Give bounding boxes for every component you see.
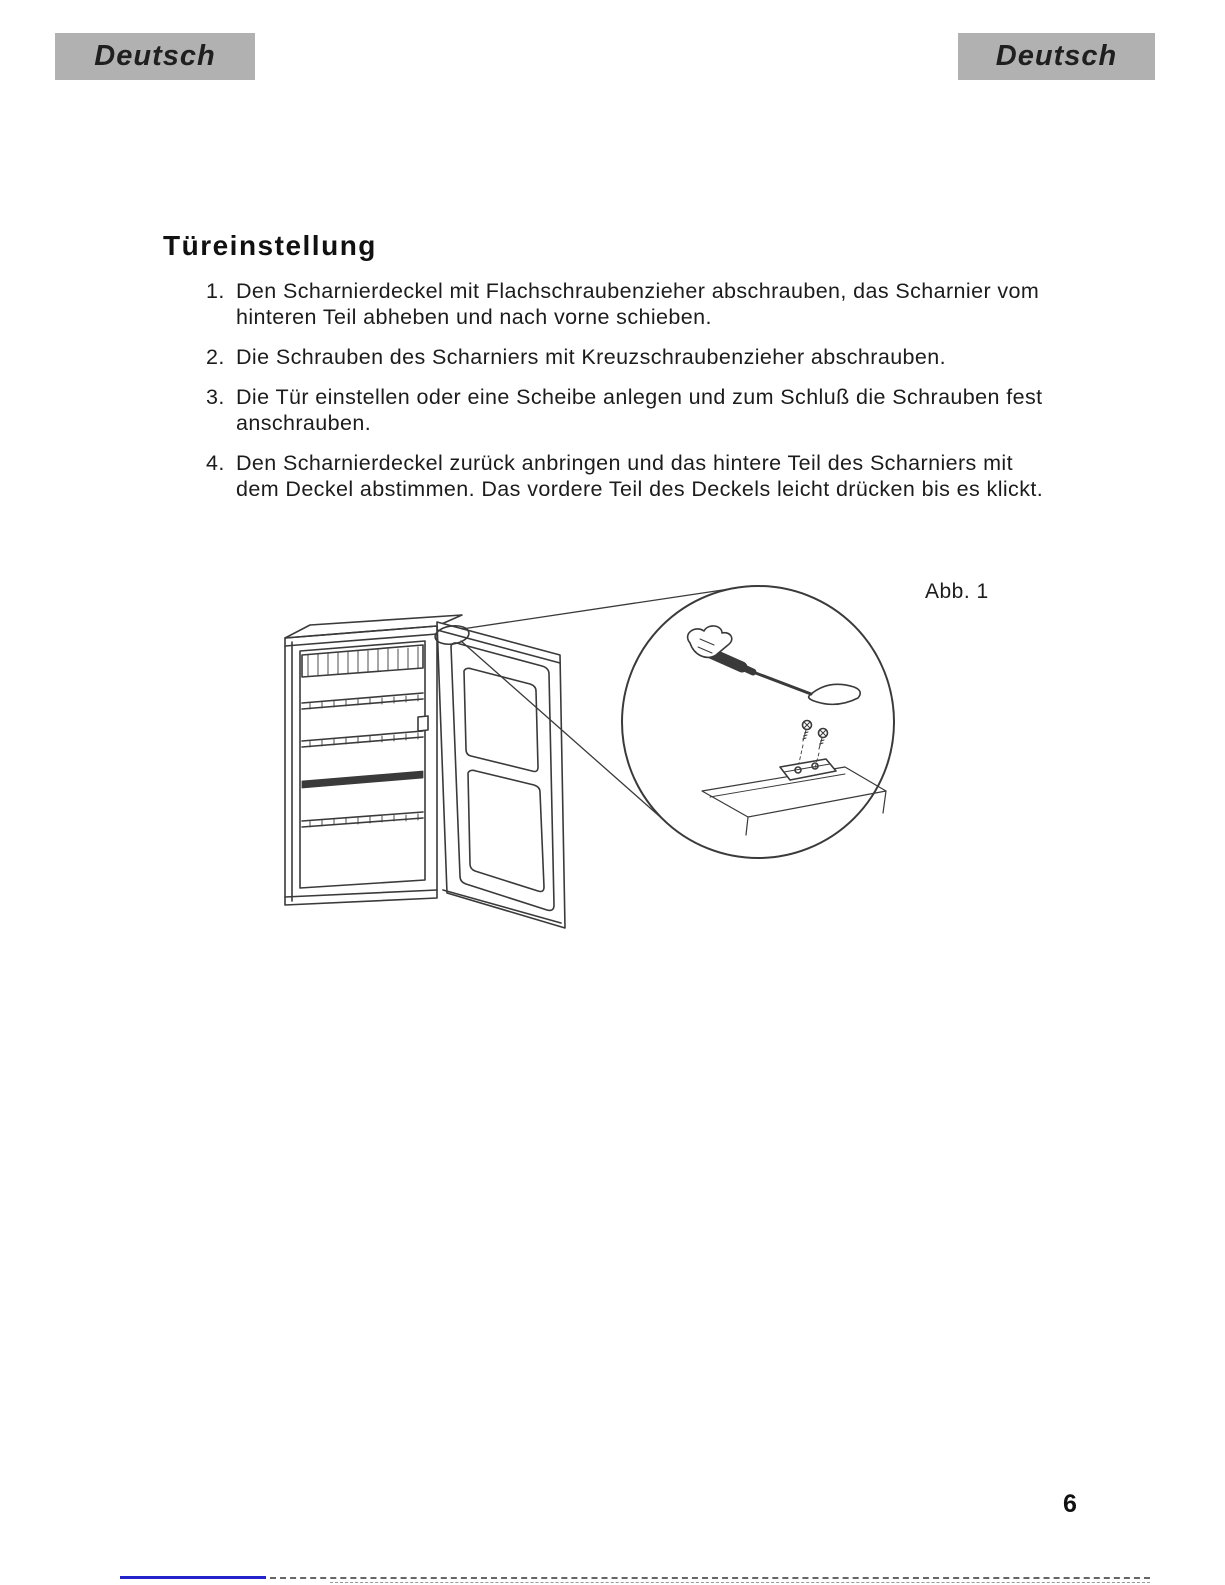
- instruction-step: [206, 450, 1054, 502]
- magnified-hinge-detail: [688, 626, 886, 835]
- page-number: 6: [1063, 1490, 1077, 1518]
- step-number: 3.: [206, 385, 225, 409]
- instruction-step: [206, 384, 1054, 436]
- figure-label: Abb. 1: [925, 580, 989, 603]
- step-number: 1.: [206, 279, 225, 303]
- fridge-cabinet: [285, 615, 462, 905]
- step-number: 4.: [206, 451, 225, 475]
- refrigerator-hinge-drawing: [270, 575, 1010, 955]
- step-text: Die Tür einstellen oder eine Scheibe anlegen und zum Schluß die Schrauben fest anschrauben.: [236, 385, 1043, 435]
- step-text: Die Schrauben des Scharniers mit Kreuzschraubenzieher abschrauben.: [236, 345, 947, 369]
- screw-icon: [799, 721, 812, 764]
- hinge-cover-shape: [809, 684, 861, 704]
- instruction-step: [206, 278, 1054, 330]
- instruction-steps: [206, 278, 1054, 516]
- step-text: Den Scharnierdeckel zurück anbringen und das hintere Teil des Scharniers mit dem Deckel abstimmen. Das vordere Teil des Deckels leicht drücken bis es klickt.: [236, 451, 1044, 501]
- language-badge-right: [958, 33, 1155, 80]
- screwdriver-icon: [706, 651, 811, 694]
- language-badge-left-label: Deutsch: [94, 40, 216, 72]
- bottom-dashed-line-2: [330, 1582, 1150, 1583]
- language-badge-left: [55, 33, 255, 80]
- instruction-step: [206, 344, 1054, 370]
- bottom-blue-line: [120, 1576, 266, 1579]
- step-number: 2.: [206, 345, 225, 369]
- hand-icon: [688, 626, 732, 657]
- figure-illustration: [270, 575, 1010, 955]
- language-badge-right-label: Deutsch: [995, 40, 1118, 72]
- bottom-dashed-line: [270, 1577, 1150, 1579]
- step-text: Den Scharnierdeckel mit Flachschraubenzieher abschrauben, das Scharnier vom hinteren Teil abheben und nach vorne schieben.: [236, 279, 1040, 329]
- section-title: Türeinstellung: [163, 230, 377, 261]
- fridge-door: [437, 622, 565, 928]
